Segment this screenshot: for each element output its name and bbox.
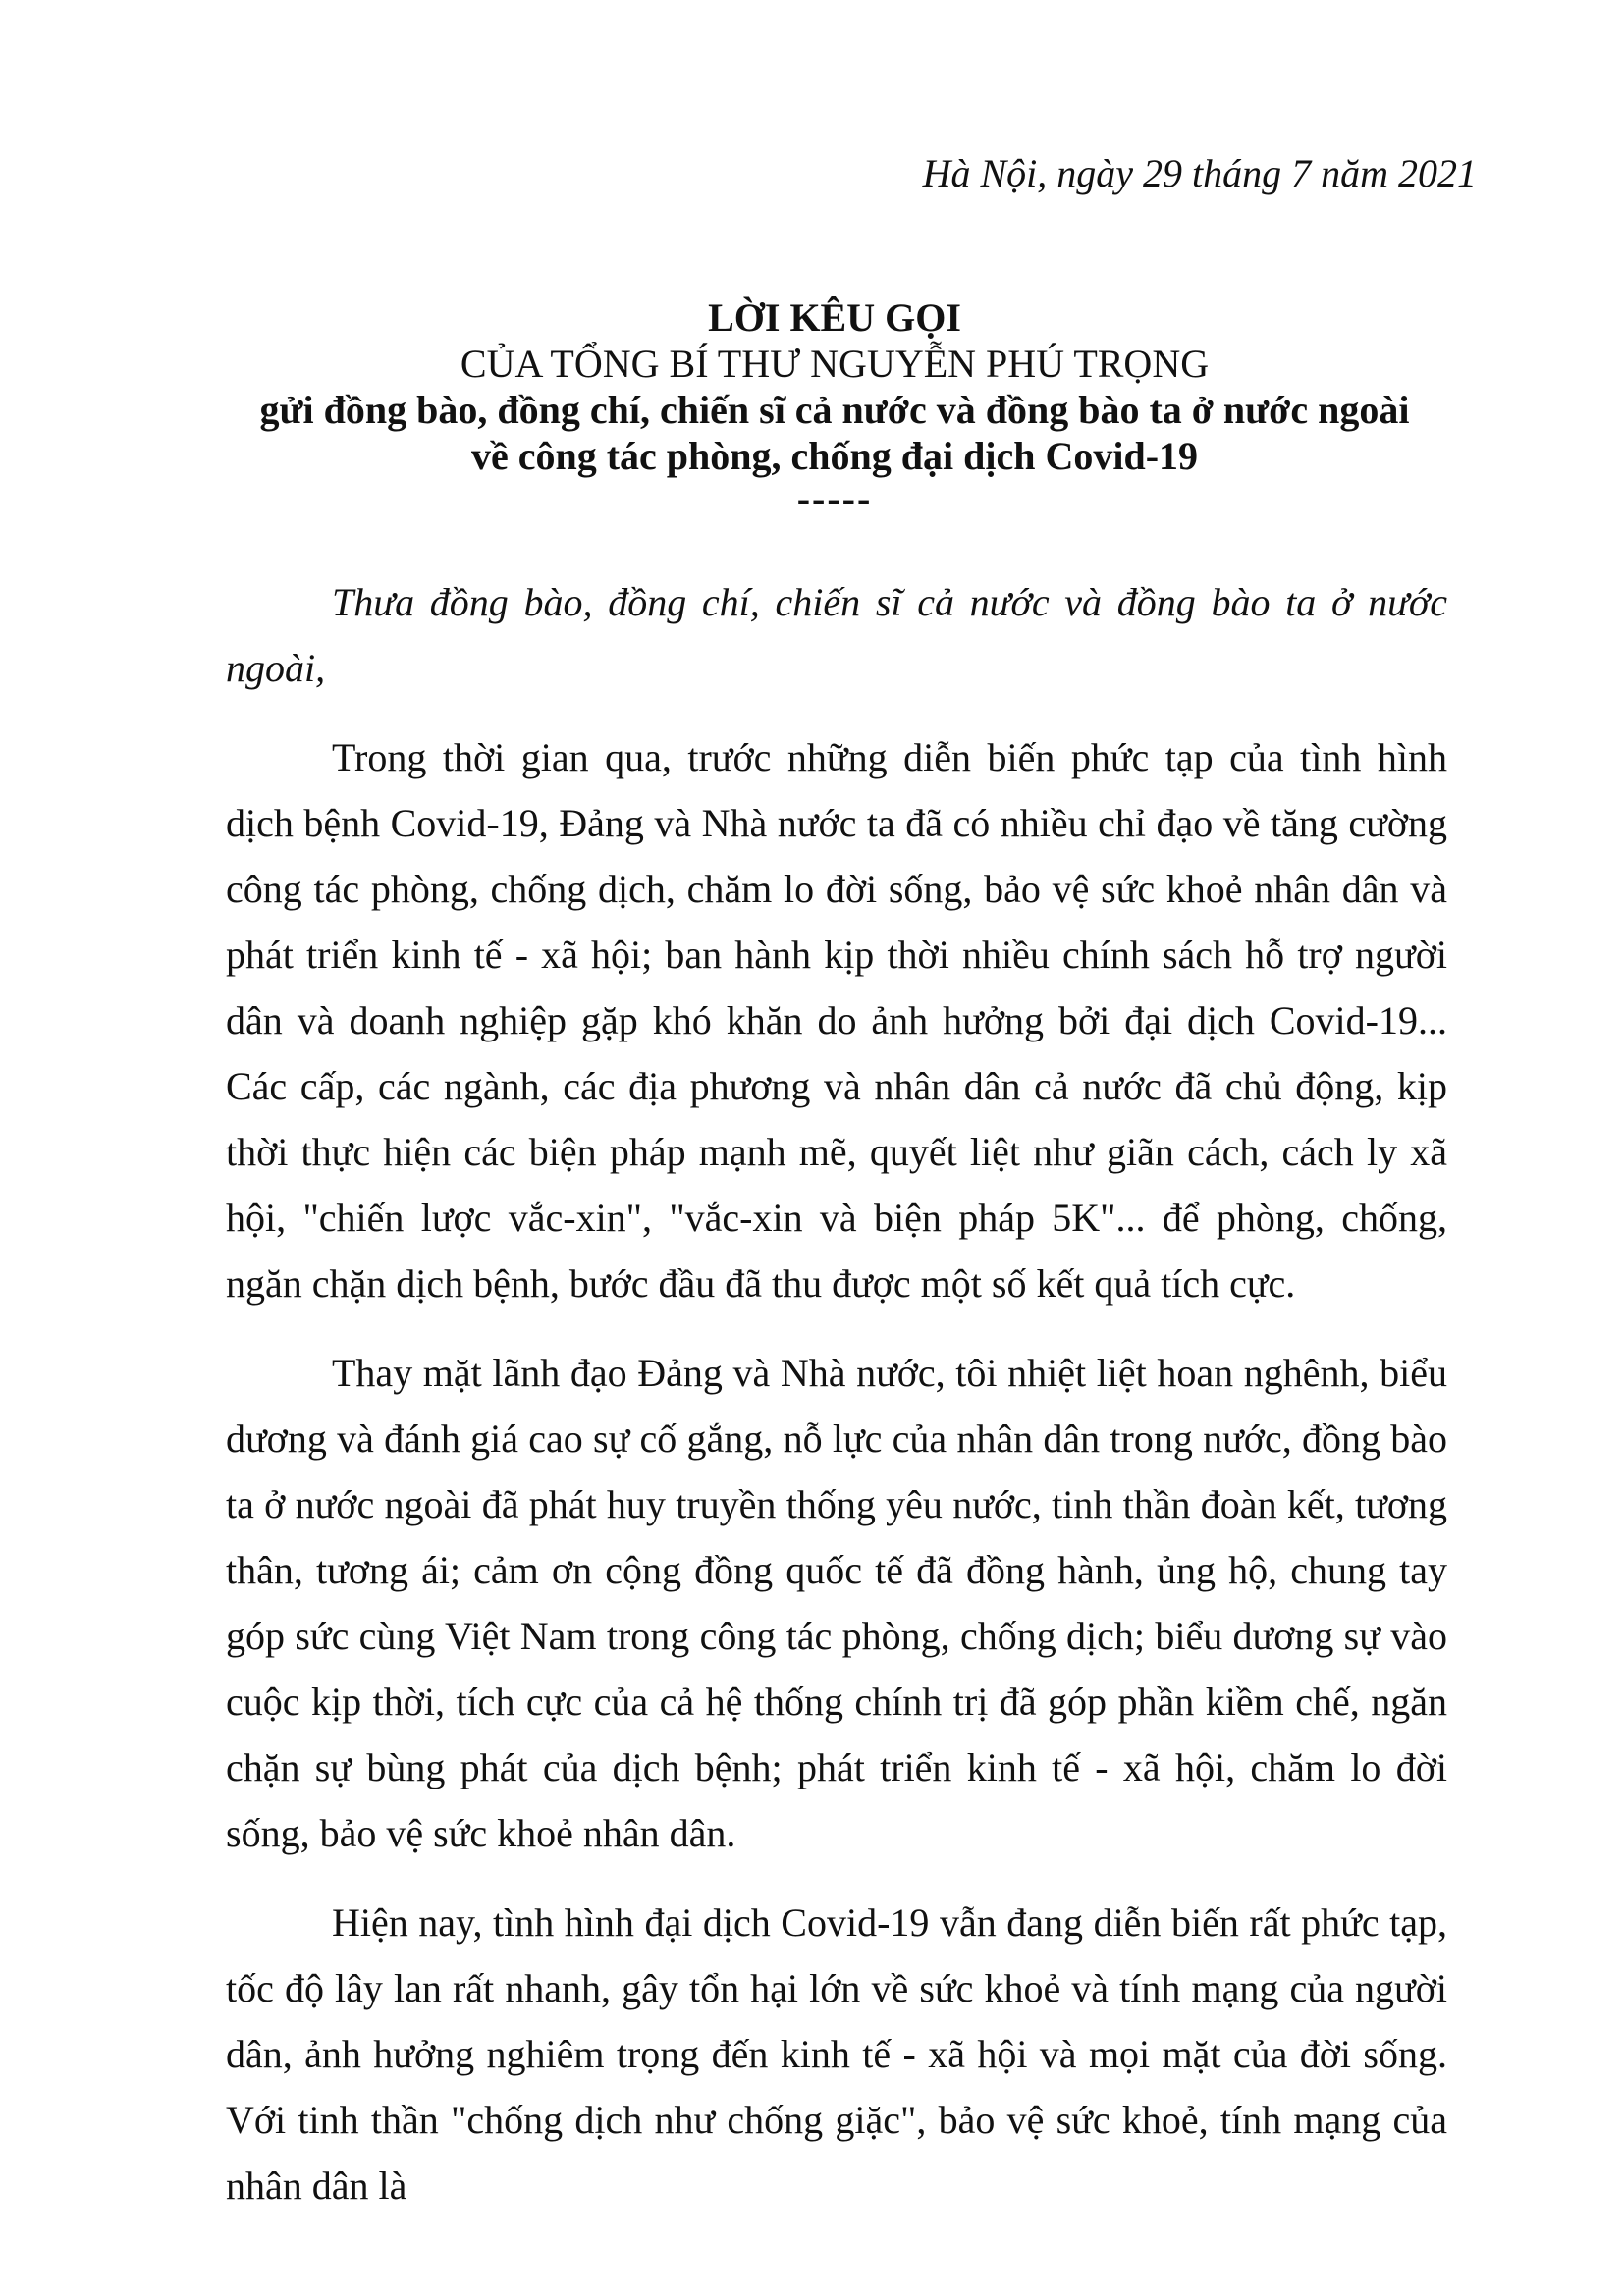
salutation: Thưa đồng bào, đồng chí, chiến sĩ cả nước và đồng bào ta ở nước ngoài, bbox=[226, 580, 1447, 690]
title-divider: ----- bbox=[796, 476, 873, 520]
title-block bbox=[226, 294, 1443, 518]
document-body bbox=[226, 569, 1447, 2218]
body-paragraph: Thay mặt lãnh đạo Đảng và Nhà nước, tôi nhiệt liệt hoan nghênh, biểu dương và đánh giá cao sự cố gắng, nỗ lực của nhân dân trong nước, đồng bào ta ở nước ngoài đã phát huy truyền thống yêu nước, tinh thần đoàn kết, tương thân, tương ái; cảm ơn cộng đồng quốc tế đã đồng hành, ủng hộ, chung tay góp sức cùng Việt Nam trong công tác phòng, chống dịch; biểu dương sự vào cuộc kịp thời, tích cực của cả hệ thống chính trị đã góp phần kiềm chế, ngăn chặn sự bùng phát của dịch bệnh; phát triển kinh tế - xã hội, chăm lo đời sống, bảo vệ sức khoẻ nhân dân. bbox=[226, 1351, 1447, 1855]
document-topic: về công tác phòng, chống đại dịch Covid-19 bbox=[470, 434, 1199, 478]
document-title: LỜI KÊU GỌI bbox=[708, 295, 961, 340]
date-line: Hà Nội, ngày 29 tháng 7 năm 2021 bbox=[922, 151, 1477, 195]
document-subtitle: gửi đồng bào, đồng chí, chiến sĩ cả nước và đồng bào ta ở nước ngoài bbox=[259, 388, 1410, 432]
body-paragraph: Trong thời gian qua, trước những diễn biến phức tạp của tình hình dịch bệnh Covid-19, Đảng và Nhà nước ta đã có nhiều chỉ đạo về tăng cường công tác phòng, chống dịch, chăm lo đời sống, bảo vệ sức khoẻ nhân dân và phát triển kinh tế - xã hội; ban hành kịp thời nhiều chính sách hỗ trợ người dân và doanh nghiệp gặp khó khăn do ảnh hưởng bởi đại dịch Covid-19... Các cấp, các ngành, các địa phương và nhân dân cả nước đã chủ động, kịp thời thực hiện các biện pháp mạnh mẽ, quyết liệt như giãn cách, cách ly xã hội, "chiến lược vắc-xin", "vắc-xin và biện pháp 5K"... để phòng, chống, ngăn chặn dịch bệnh, bước đầu đã thu được một số kết quả tích cực. bbox=[226, 735, 1447, 1306]
document-author-line: CỦA TỔNG BÍ THƯ NGUYỄN PHÚ TRỌNG bbox=[460, 342, 1210, 386]
body-paragraph: Hiện nay, tình hình đại dịch Covid-19 vẫn đang diễn biến rất phức tạp, tốc độ lây lan rất nhanh, gây tổn hại lớn về sức khoẻ và tính mạng của người dân, ảnh hưởng nghiêm trọng đến kinh tế - xã hội và mọi mặt của đời sống. Với tinh thần "chống dịch như chống giặc", bảo vệ sức khoẻ, tính mạng của nhân dân là bbox=[226, 1900, 1447, 2208]
